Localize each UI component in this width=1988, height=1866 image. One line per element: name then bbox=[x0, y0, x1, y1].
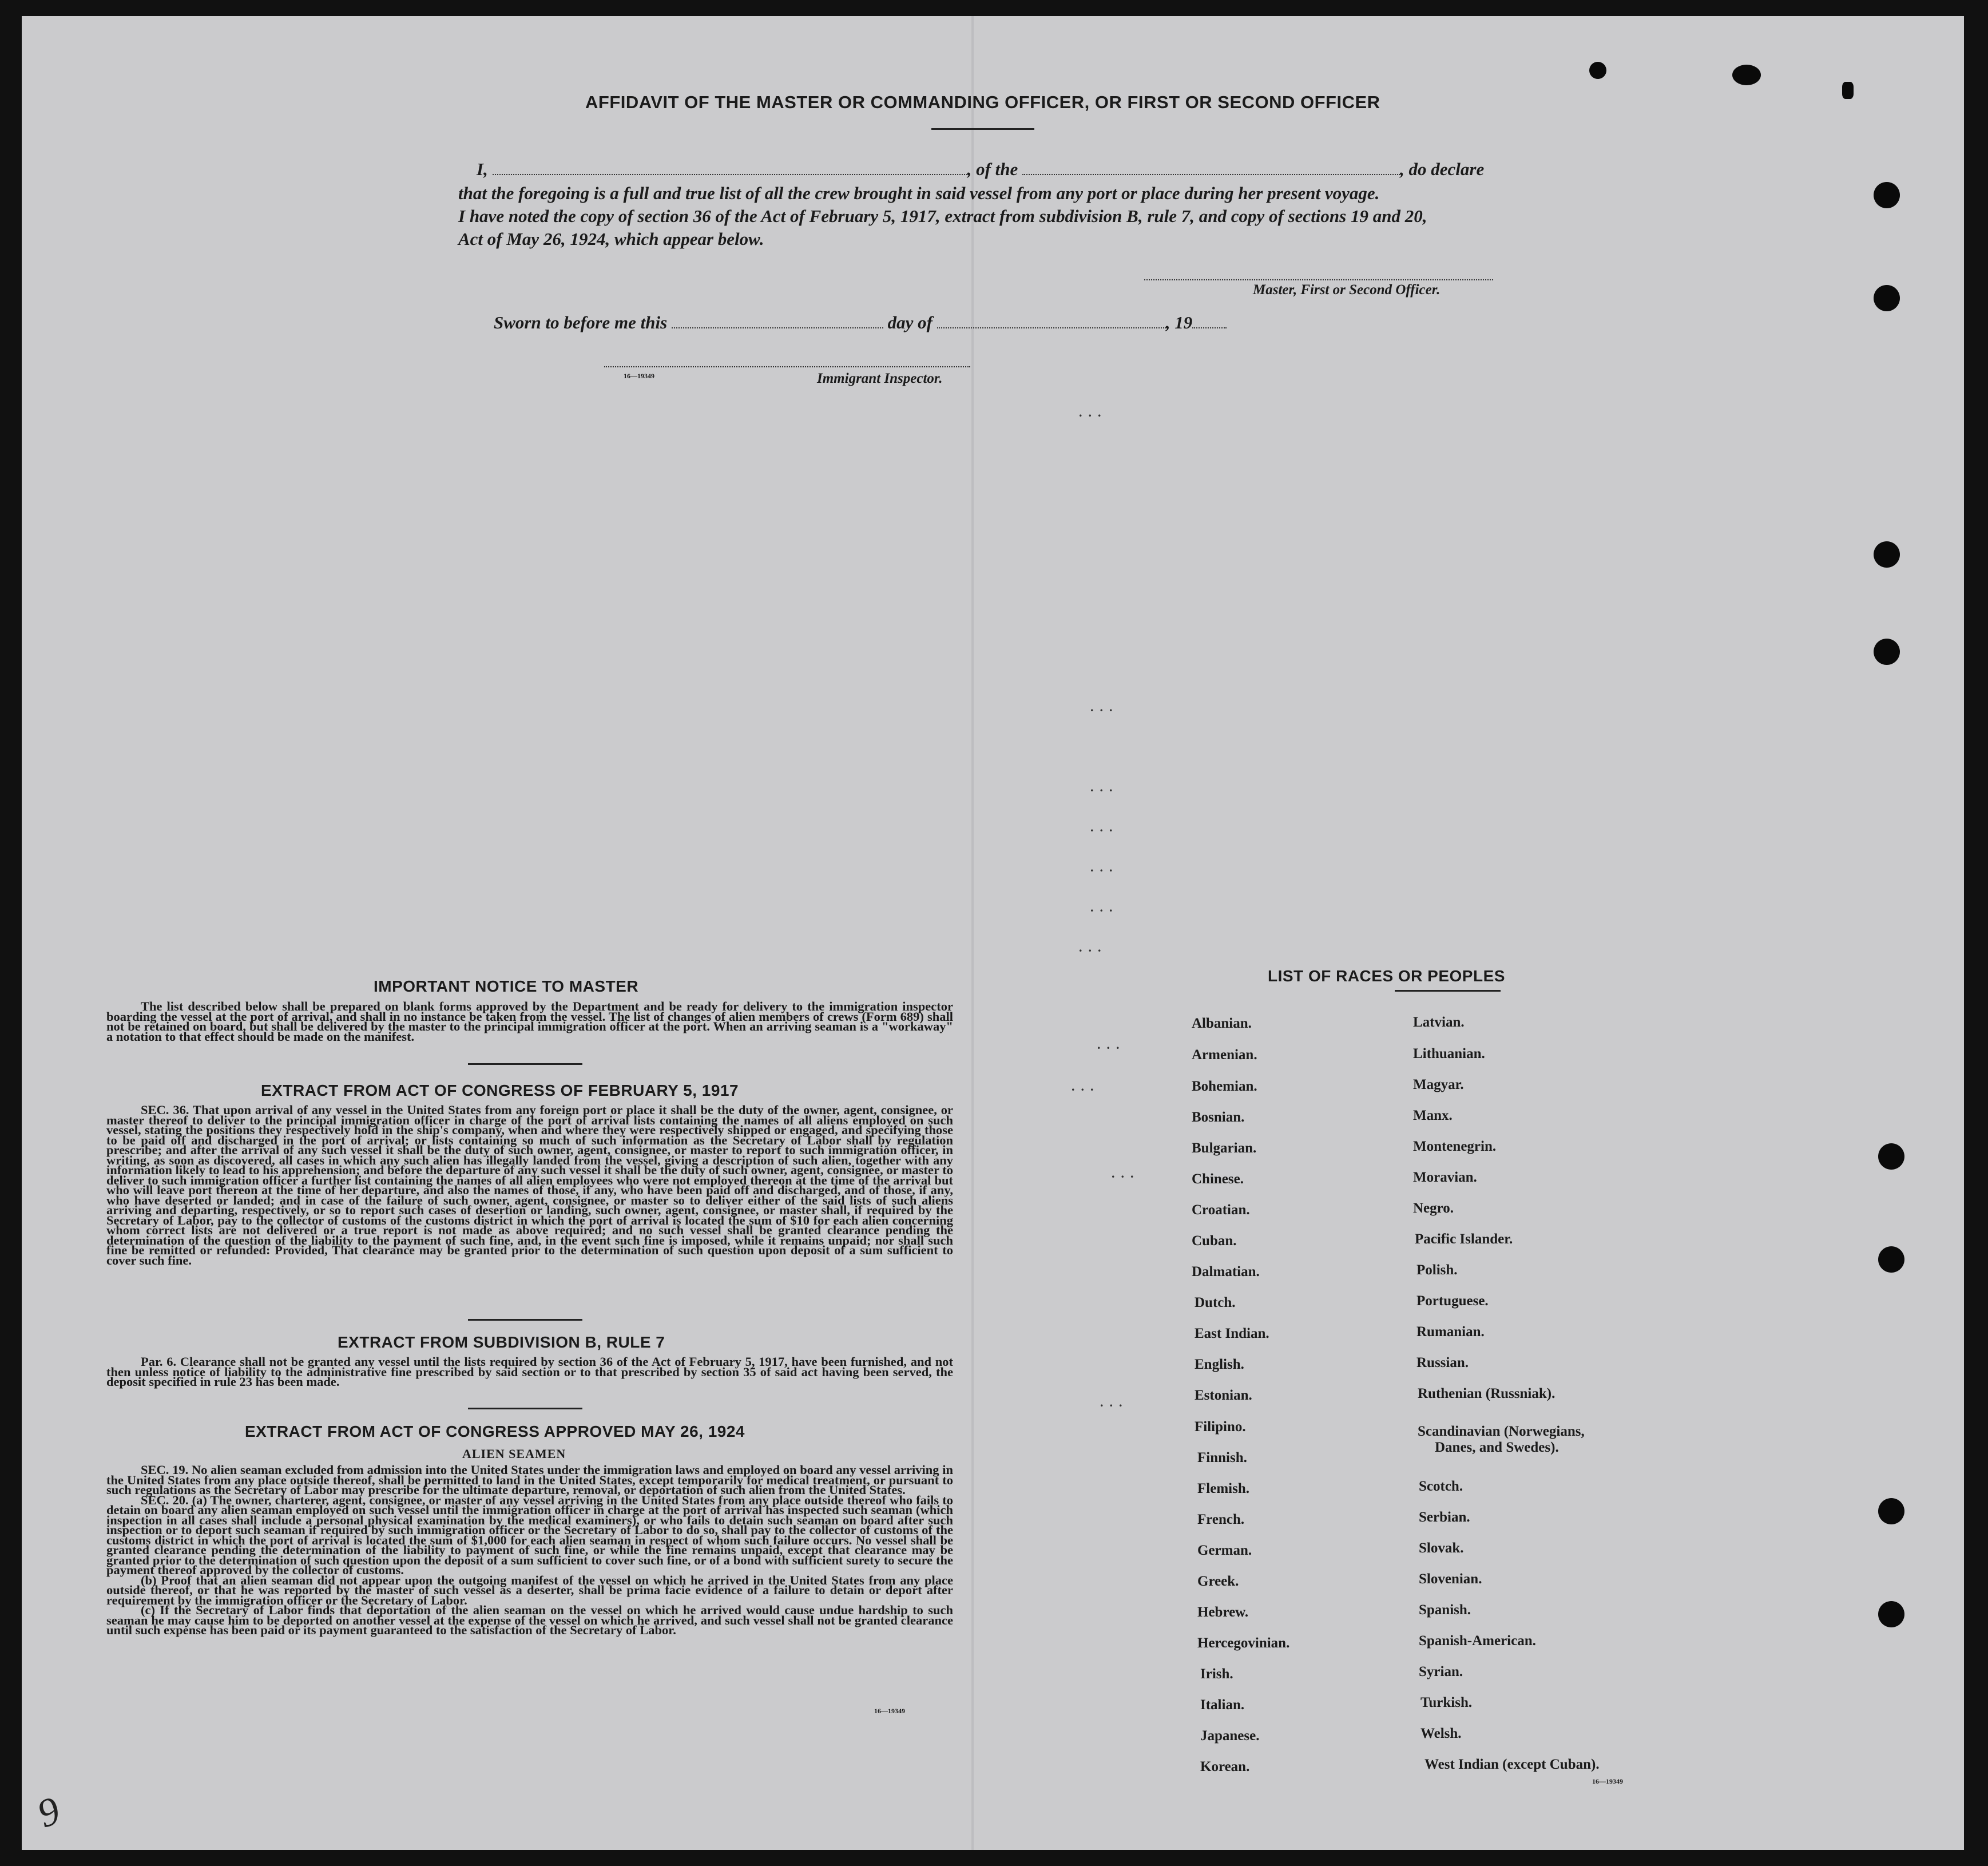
race-item: Scotch. bbox=[1419, 1479, 1463, 1494]
race-item: Japanese. bbox=[1200, 1728, 1260, 1744]
race-item: Magyar. bbox=[1413, 1077, 1464, 1092]
race-item: German. bbox=[1197, 1543, 1252, 1558]
punch-hole bbox=[1874, 285, 1900, 311]
sec19-paragraph: SEC. 19. No alien seaman excluded from admission into the United States under the immigration laws and employed on board any vessel arriving in the United States from any place outside thereof, shall be permitted to land in the United States, except temporarily for medical treatment, or pursuant to such regulations as the Secretary of Labor may prescribe for the ultimate departure, removal, or deportation of such alien from the United States. bbox=[106, 1463, 953, 1497]
extract-1917-text bbox=[106, 1105, 953, 1265]
month-field[interactable] bbox=[937, 322, 1166, 328]
race-item: English. bbox=[1195, 1357, 1244, 1372]
year-label: , 19 bbox=[1165, 312, 1193, 332]
race-item: Cuban. bbox=[1192, 1233, 1237, 1249]
race-item: Manx. bbox=[1413, 1108, 1453, 1123]
race-item: Bosnian. bbox=[1192, 1110, 1245, 1125]
race-item: Spanish. bbox=[1419, 1602, 1471, 1618]
race-item: West Indian (except Cuban). bbox=[1424, 1757, 1600, 1772]
race-item: East Indian. bbox=[1195, 1326, 1269, 1341]
day-of-label: day of bbox=[887, 312, 933, 332]
document-page bbox=[22, 16, 1964, 1850]
rule7-title: EXTRACT FROM SUBDIVISION B, RULE 7 bbox=[338, 1333, 665, 1351]
tick-mark: . . . bbox=[1100, 1395, 1122, 1409]
race-item: Korean. bbox=[1200, 1759, 1250, 1774]
race-item: Croatian. bbox=[1192, 1202, 1250, 1218]
race-item: Dalmatian. bbox=[1192, 1264, 1260, 1279]
punch-hole bbox=[1878, 1143, 1904, 1170]
notice-text bbox=[106, 999, 953, 1044]
tick-mark: . . . bbox=[1090, 820, 1113, 834]
day-field[interactable] bbox=[672, 322, 883, 328]
race-item: Lithuanian. bbox=[1413, 1046, 1485, 1061]
punch-hole bbox=[1874, 541, 1900, 568]
sworn-line bbox=[494, 312, 1227, 333]
race-item: Italian. bbox=[1200, 1697, 1245, 1713]
tick-mark: . . . bbox=[1079, 405, 1101, 419]
race-item: Estonian. bbox=[1195, 1388, 1252, 1403]
tick-mark: . . . bbox=[1072, 1079, 1094, 1094]
race-item: Serbian. bbox=[1419, 1510, 1470, 1525]
extract-form-number: 16—19349 bbox=[874, 1707, 905, 1715]
race-item: Hebrew. bbox=[1197, 1604, 1249, 1620]
vessel-field[interactable] bbox=[1022, 168, 1400, 175]
tick-mark: . . . bbox=[1090, 860, 1113, 874]
sec20b-paragraph: (b) Proof that an alien seaman did not appear upon the outgoing manifest of the vessel on which he arrived in the United States from any place outside thereof, or that he was reported by the master of such vessel as a deserter, shall be prima facie evidence of a failure to detain or deport after requirement by the immigration officer or the Secretary of Labor. bbox=[106, 1572, 953, 1607]
ink-blot bbox=[1842, 82, 1854, 99]
race-item: Hercegovinian. bbox=[1197, 1635, 1290, 1651]
sec20a-paragraph: SEC. 20. (a) The owner, charterer, agent, consignee, or master of any vessel arriving in the United States from any place outside thereof who fails to detain on board any alien seaman employed on such vessel until the immigration officer in charge at the port of arrival has inspected such seaman (which inspection in all cases shall include a personal physical examination by the medical examiners), or who fails to detain such seaman on board after such inspection or to deport such seaman if required by such immigration officer or the Secretary of Labor to do so, shall pay to the collector of customs of the customs district in which the port of arrival is located the sum of $1,000 for each alien seaman in respect of whom such failure occurs. No vessel shall be granted clearance pending the determination of the liability to payment of such fine, or while the fine remains unpaid, except that clearance may be granted prior to the determination of such question upon the deposit of a sum sufficient to cover such fine, or of a bond with sufficient surety to secure the payment thereof approved by the collector of customs. bbox=[106, 1492, 953, 1577]
do-declare-label: , do declare bbox=[1400, 159, 1485, 179]
signer-caption: Master, First or Second Officer. bbox=[1253, 282, 1441, 298]
extract-1917-paragraph: SEC. 36. That upon arrival of any vessel in the United States from any foreign port or place it shall be the duty of the owner, agent, consignee, or master thereof to deliver to the principal immigration officer in charge of the port of arrival lists containing the names of all aliens employed on such vessel, stating the positions they respectively hold in the ship's company, when and where they were respectively shipped or engaged, and specifying those to be paid off and discharged in the port of arrival; or lists containing so much of such information as the Secretary of Labor shall by regulation prescribe; and after the arrival of any such vessel it shall be the duty of such owner, agent, consignee, or master to report to such immigration officer, in writing, as soon as discovered, all cases in which any such alien has illegally landed from the vessel, giving a description of such alien, together with any information likely to lead to his apprehension; and before the departure of any such vessel it shall be the duty of such owner, agent, consignee, or master to deliver to such immigration officer a further list containing the names of all alien employees who were not employed thereon at the time of the arrival but who will leave port thereon at the time of her departure, and also the names of those, if any, who have been paid off and discharged, and of those, if any, who have deserted or landed; and in case of the failure of such owner, agent, consignee, or master so to deliver either of the said lists of such aliens arriving and departing, respectively, or so to report such cases of desertion or landing, such owner, agent, consignee, or master shall, if required by the Secretary of Labor, pay to the collector of customs of the customs district in which the port of arrival is located the sum of $10 for each alien concerning whom correct lists are not delivered or a true report is not made as above required; and no such vessel shall be granted clearance pending the determination of the question of the liability to the payment of such fine, and, in the event such fine is imposed, while it remains unpaid; nor shall such fine be remitted or refunded: Provided, That clearance may be granted prior to the determination of such question upon deposit of a sum sufficient to cover such fine. bbox=[106, 1103, 953, 1267]
race-item: Montenegrin. bbox=[1413, 1139, 1497, 1154]
ink-blot bbox=[1732, 65, 1761, 85]
race-item: Syrian. bbox=[1419, 1664, 1463, 1679]
i-label: I, bbox=[477, 159, 488, 179]
rule7-text bbox=[106, 1354, 953, 1389]
race-item: Negro. bbox=[1413, 1201, 1454, 1216]
race-item: Welsh. bbox=[1420, 1726, 1462, 1741]
punch-hole bbox=[1878, 1601, 1904, 1627]
race-item: Danes, and Swedes). bbox=[1435, 1440, 1559, 1455]
race-item: Slovenian. bbox=[1419, 1571, 1482, 1587]
race-item: Chinese. bbox=[1192, 1171, 1244, 1187]
tick-mark: . . . bbox=[1079, 940, 1101, 954]
race-item: Pacific Islander. bbox=[1415, 1231, 1513, 1247]
divider bbox=[1395, 990, 1501, 992]
races-form-number: 16—19349 bbox=[1592, 1777, 1623, 1785]
rule7-paragraph: Par. 6. Clearance shall not be granted any vessel until the lists required by section 36 of the Act of February 5, 1917, have been furnished, and not then unless notice of liability to the administrative fine prescribed by said section or to that prescribed by section 35 of said act having been served, the deposit specified in rule 23 has been made. bbox=[106, 1354, 953, 1389]
ink-blot bbox=[1589, 62, 1606, 79]
punch-hole bbox=[1878, 1498, 1904, 1524]
race-item: Turkish. bbox=[1420, 1695, 1473, 1710]
year-field[interactable] bbox=[1192, 322, 1227, 328]
affidavit-title: AFFIDAVIT OF THE MASTER OR COMMANDING OFFICER, OR FIRST OR SECOND OFFICER bbox=[585, 92, 1380, 112]
margin-handwritten-mark: 9 bbox=[31, 1788, 66, 1837]
punch-hole bbox=[1874, 639, 1900, 665]
title-underline bbox=[931, 128, 1034, 130]
page-fold bbox=[971, 16, 974, 1850]
punch-hole bbox=[1874, 182, 1900, 208]
divider bbox=[468, 1063, 582, 1065]
sec20c-paragraph: (c) If the Secretary of Labor finds that deportation of the alien seaman on the vessel on which he arrived would cause undue hardship to such seaman he may cause him to be deported on another vessel at the expense of the vessel on which he arrived, and such vessel shall not be granted clearance until such expense has been paid or its payment guaranteed to the satisfaction of the Secretary of Labor. bbox=[106, 1603, 953, 1637]
divider bbox=[468, 1319, 582, 1321]
affidavit-form-number: 16—19349 bbox=[624, 372, 654, 380]
race-item: Finnish. bbox=[1197, 1450, 1247, 1465]
race-item: Bohemian. bbox=[1192, 1079, 1257, 1094]
race-item: Bulgarian. bbox=[1192, 1140, 1257, 1156]
affidavit-line2: that the foregoing is a full and true list of all the crew brought in said vessel from any port or place during her present voyage. bbox=[458, 183, 1380, 203]
race-item: Latvian. bbox=[1413, 1015, 1465, 1030]
notice-paragraph: The list described below shall be prepared on blank forms approved by the Department and be ready for delivery to the immigration inspector boarding the vessel at the port of arrival, and shall in no instance be taken from the vessel. The list of changes of alien members of crews (Form 689) shall not be retained on board, but shall be delivered by the master to the principal immigration officer at the port. When an arriving seaman is a "workaway" a notation to that effect should be made on the manifest. bbox=[106, 999, 953, 1044]
affidavit-line3: I have noted the copy of section 36 of the Act of February 5, 1917, extract from subdivision B, rule 7, and copy of sections 19 and 20, bbox=[458, 206, 1427, 226]
inspector-caption: Immigrant Inspector. bbox=[817, 371, 943, 386]
extract-1924-text bbox=[106, 1465, 953, 1635]
sworn-label: Sworn to before me this bbox=[494, 312, 668, 332]
race-item: French. bbox=[1197, 1512, 1245, 1527]
affidavit-line1 bbox=[477, 159, 1484, 180]
divider bbox=[468, 1408, 582, 1409]
signature-line[interactable] bbox=[1144, 279, 1493, 280]
name-field[interactable] bbox=[493, 168, 967, 175]
race-item: Albanian. bbox=[1192, 1016, 1252, 1031]
race-item: Dutch. bbox=[1195, 1295, 1236, 1310]
race-item: Ruthenian (Russniak). bbox=[1418, 1386, 1556, 1401]
race-item: Slovak. bbox=[1419, 1540, 1464, 1556]
tick-mark: . . . bbox=[1097, 1037, 1120, 1052]
race-item: Polish. bbox=[1416, 1262, 1458, 1278]
extract-1924-subtitle: ALIEN SEAMEN bbox=[462, 1447, 566, 1461]
race-item: Flemish. bbox=[1197, 1481, 1249, 1496]
race-item: Russian. bbox=[1416, 1355, 1469, 1370]
races-title: LIST OF RACES OR PEOPLES bbox=[1268, 967, 1505, 985]
race-item: Moravian. bbox=[1413, 1170, 1477, 1185]
extract-1917-title: EXTRACT FROM ACT OF CONGRESS OF FEBRUARY 5, 1917 bbox=[261, 1081, 739, 1099]
inspector-signature-line[interactable] bbox=[604, 366, 970, 367]
race-item: Irish. bbox=[1200, 1666, 1233, 1682]
tick-mark: . . . bbox=[1090, 700, 1113, 714]
race-item: Filipino. bbox=[1195, 1419, 1246, 1435]
tick-mark: . . . bbox=[1090, 780, 1113, 794]
race-item: Greek. bbox=[1197, 1574, 1239, 1589]
race-item: Portuguese. bbox=[1416, 1293, 1489, 1309]
race-item: Rumanian. bbox=[1416, 1324, 1485, 1340]
affidavit-line4: Act of May 26, 1924, which appear below. bbox=[458, 229, 764, 249]
tick-mark: . . . bbox=[1090, 900, 1113, 914]
race-item: Scandinavian (Norwegians, bbox=[1418, 1424, 1585, 1439]
extract-1924-title: EXTRACT FROM ACT OF CONGRESS APPROVED MAY 26, 1924 bbox=[245, 1423, 745, 1440]
notice-title: IMPORTANT NOTICE TO MASTER bbox=[374, 977, 639, 995]
punch-hole bbox=[1878, 1246, 1904, 1273]
race-item: Armenian. bbox=[1192, 1047, 1257, 1063]
tick-mark: . . . bbox=[1112, 1166, 1134, 1180]
race-item: Spanish-American. bbox=[1419, 1633, 1536, 1649]
of-the-label: , of the bbox=[967, 159, 1018, 179]
